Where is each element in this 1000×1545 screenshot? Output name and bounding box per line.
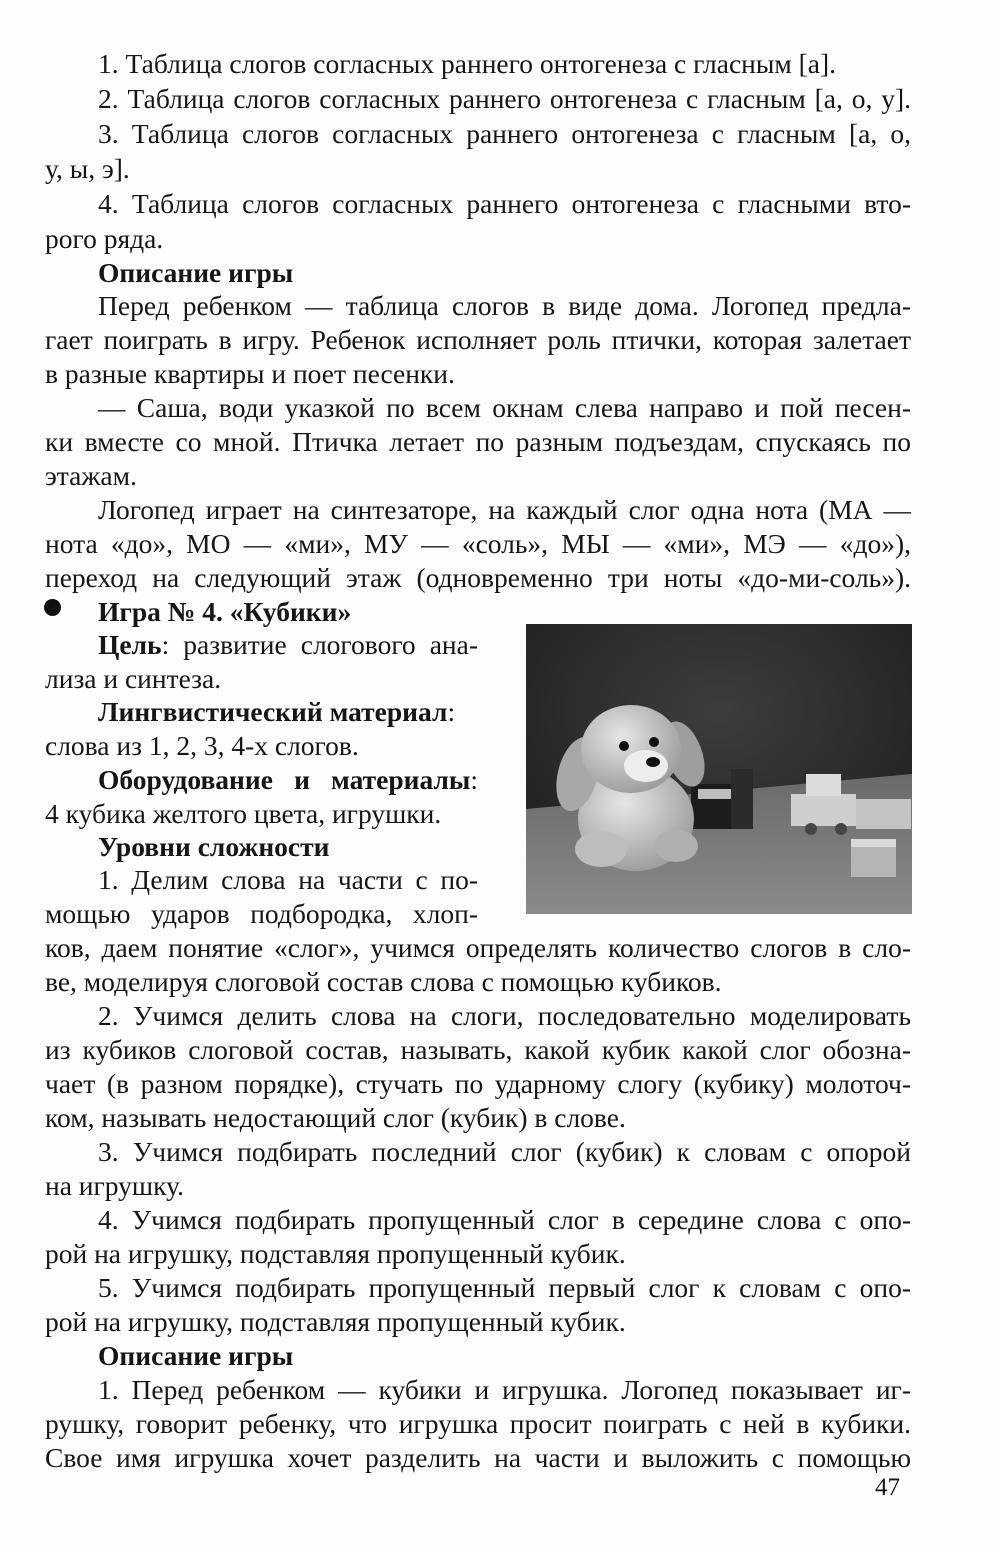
- text-line: рой на игрушку, подставляя пропущенный кубик.: [45, 1306, 626, 1337]
- text-line: Свое имя игрушка хочет разделить на части и выложить с помощью: [45, 1442, 911, 1473]
- text-line: [98, 628, 478, 662]
- text-line: [98, 695, 478, 729]
- heading-text: Описание игры: [98, 1340, 294, 1371]
- text-line: переход на следующий этаж (одновременно три ноты «до-ми-соль»).: [45, 562, 911, 593]
- text-line: 5. Учимся подбирать пропущенный первый слог к словам с опо-: [98, 1272, 911, 1303]
- text-line: 4. Таблица слогов согласных раннего онтогенеза с гласными вто-: [98, 188, 911, 219]
- text-line: 1. Перед ребенком — кубики и игрушка. Логопед показывает иг-: [98, 1374, 911, 1405]
- text-line: 4 кубика желтого цвета, игрушки.: [45, 798, 442, 829]
- text-line: нота «до», МО — «ми», МУ — «соль», МЫ — «ми», МЭ — «до»),: [45, 528, 911, 559]
- bold-label: Лингвистический материал: [98, 696, 448, 727]
- bold-label: Оборудование и материалы: [98, 764, 471, 795]
- text-line: [98, 256, 911, 290]
- heading-text: Игра № 4. «Кубики»: [98, 596, 352, 627]
- page-number: 47: [875, 1474, 900, 1501]
- text-line: на игрушку.: [45, 1170, 184, 1201]
- line-text: :: [470, 764, 478, 795]
- text-line: 3. Учимся подбирать последний слог (кубик) к словам с опорой: [98, 1136, 911, 1167]
- text-line: 2. Учимся делить слова на слоги, последовательно моделировать: [98, 1000, 911, 1031]
- bullet-icon: [44, 599, 61, 616]
- text-line: [98, 830, 478, 864]
- text-line: ки вместе со мной. Птичка летает по разным подъездам, спускаясь по: [45, 426, 911, 457]
- text-line: из кубиков слоговой состав, называть, какой кубик какой слог обозна-: [45, 1034, 911, 1065]
- text-line: гает поиграть в игру. Ребенок исполняет роль птички, которая залетает: [45, 324, 911, 355]
- text-line: 3. Таблица слогов согласных раннего онтогенеза с гласным [а, о,: [98, 118, 911, 149]
- toy-dog-photo: [526, 624, 912, 914]
- text-line: рушку, говорит ребенку, что игрушка просит поиграть с ней в кубики.: [45, 1408, 911, 1439]
- text-line: 1. Таблица слогов согласных раннего онтогенеза с гласным [а].: [98, 48, 837, 79]
- text-line: рой на игрушку, подставляя пропущенный кубик.: [45, 1238, 626, 1269]
- heading-text: Описание игры: [98, 257, 294, 288]
- text-line: [98, 763, 478, 797]
- text-line: в разные квартиры и поет песенки.: [45, 358, 455, 389]
- text-line: ком, называть недостающий слог (кубик) в слове.: [45, 1102, 626, 1133]
- text-line: Логопед играет на синтезаторе, на каждый слог одна нота (МА —: [98, 494, 911, 525]
- text-line: 1. Делим слова на части с по-: [98, 864, 478, 895]
- bold-label: Цель: [98, 629, 162, 660]
- text-line: 4. Учимся подбирать пропущенный слог в середине слова с опо-: [98, 1204, 911, 1235]
- heading-text: Уровни сложности: [98, 831, 330, 862]
- text-line: лиза и синтеза.: [45, 663, 222, 694]
- text-line: мощью ударов подбородка, хлоп-: [45, 898, 478, 929]
- text-line: этажам.: [45, 460, 137, 491]
- text-line: — Саша, води указкой по всем окнам слева направо и пой песен-: [98, 392, 911, 423]
- text-line: 2. Таблица слогов согласных раннего онтогенеза с гласным [а, о, у].: [98, 83, 911, 114]
- text-line: чает (в разном порядке), стучать по ударному слогу (кубику) молоточ-: [45, 1068, 911, 1099]
- line-text: : развитие слогового ана-: [161, 629, 478, 660]
- text-line: ве, моделируя слоговой состав слова с помощью кубиков.: [45, 966, 722, 997]
- text-line: Перед ребенком — таблица слогов в виде дома. Логопед предла-: [98, 290, 911, 321]
- text-line: [98, 1339, 911, 1373]
- text-line: у, ы, э].: [45, 153, 130, 184]
- text-line: ков, даем понятие «слог», учимся определять количество слогов в сло-: [45, 932, 911, 963]
- text-line: рого ряда.: [45, 223, 164, 254]
- text-line: слова из 1, 2, 3, 4-х слогов.: [45, 730, 359, 761]
- line-text: :: [447, 696, 456, 727]
